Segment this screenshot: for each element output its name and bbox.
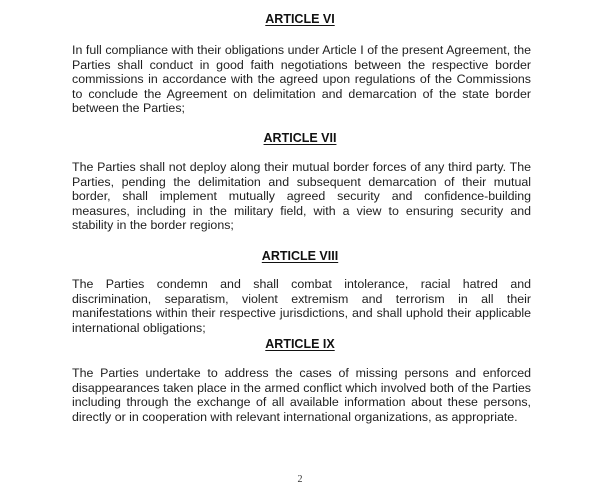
article-viii-text: The Parties condemn and shall combat intolerance, racial hatred and discrimination, separatism, violent extremism and terrorism in all their manifestations within their respective jurisdictions, and shall uphold their applicable international obligations; xyxy=(72,277,531,335)
article-vii-heading: ARTICLE VII xyxy=(263,131,337,145)
article-ix-heading: ARTICLE IX xyxy=(265,337,335,351)
article-ix-text: The Parties undertake to address the cases of missing persons and enforced disappearances taken place in the armed conflict which involved both of the Parties including through the exchange of all available information about these persons, directly or in cooperation with relevant international organizations, as appropriate. xyxy=(72,366,531,424)
article-vii-text: The Parties shall not deploy along their mutual border forces of any third party. The Parties, pending the delimitation and subsequent demarcation of their mutual border, shall implement mutually agreed security and confidence-building measures, including in the military field, with a view to ensuring security and stability in the border regions; xyxy=(72,160,531,233)
article-viii-heading: ARTICLE VIII xyxy=(261,249,339,263)
article-vi-heading: ARTICLE VI xyxy=(265,12,335,26)
article-vi-text: In full compliance with their obligations under Article I of the present Agreement, the Parties shall conduct in good faith negotiations between the respective border commissions in accordance with the agreed upon regulations of the Commissions to conclude the Agreement on delimitation and demarcation of the state border between the Parties; xyxy=(72,43,531,116)
page-number: 2 xyxy=(297,474,303,485)
